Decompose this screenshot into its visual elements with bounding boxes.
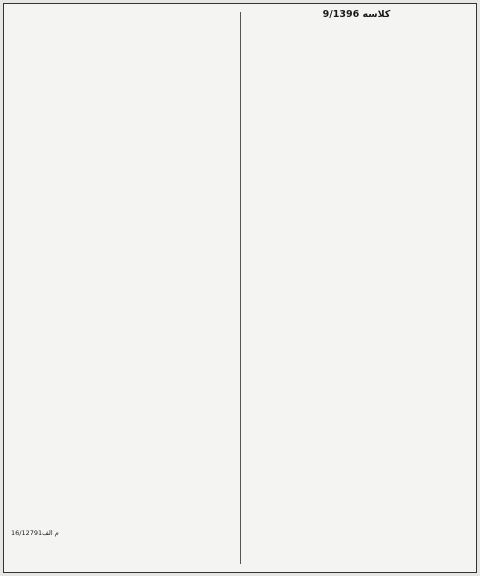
column-divider xyxy=(240,12,241,564)
auction-notice xyxy=(3,3,477,573)
publication-code: 16/12791م الف xyxy=(11,529,59,537)
case-number: 9/1396 کلاسه xyxy=(322,9,391,20)
notice-column-right xyxy=(242,9,471,567)
notice-column-left xyxy=(9,9,238,567)
